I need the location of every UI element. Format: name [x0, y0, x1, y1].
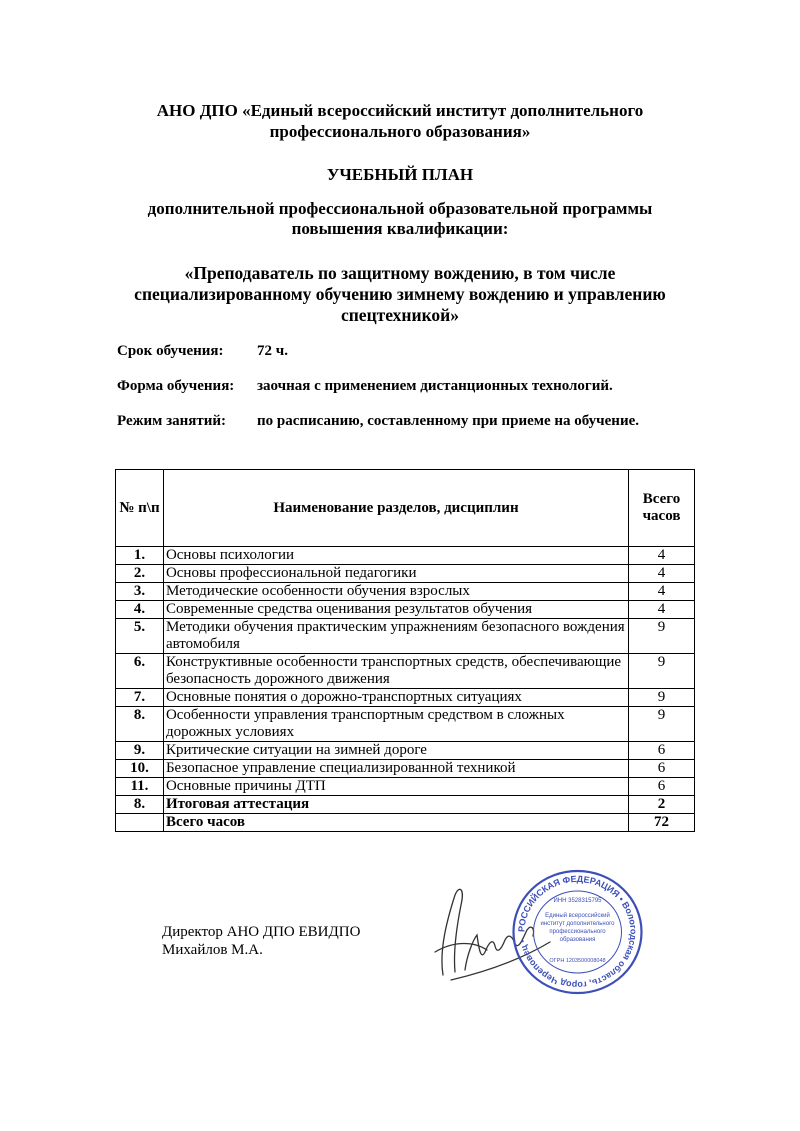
table-row	[116, 654, 695, 689]
row-number: 1.	[116, 547, 164, 565]
meta-duration	[117, 343, 288, 360]
row-number: 8.	[116, 707, 164, 742]
table-header-row	[116, 470, 695, 547]
director-title: Директор АНО ДПО ЕВИДПО	[162, 924, 361, 940]
row-number: 10.	[116, 760, 164, 778]
row-hours: 4	[629, 601, 695, 619]
table-row	[116, 601, 695, 619]
row-hours: 4	[629, 565, 695, 583]
form-label: Форма обучения:	[117, 378, 235, 394]
table-row	[116, 583, 695, 601]
row-name: Особенности управления транспортным средством в сложных дорожных условиях	[163, 707, 628, 742]
stamp-center-line-4: образования	[559, 937, 596, 943]
row-name: Основы психологии	[163, 547, 628, 565]
header-number: № п\п	[116, 470, 164, 547]
curriculum-table	[115, 469, 695, 832]
row-hours: 6	[629, 760, 695, 778]
duration-value: 72 ч.	[257, 343, 288, 359]
mode-value: по расписанию, составленному при приеме на обучение.	[257, 413, 639, 429]
total-hours-row	[116, 814, 695, 832]
table-row	[116, 547, 695, 565]
row-name: Методики обучения практическим упражнениям безопасного вождения автомобиля	[163, 619, 628, 654]
org-line-2: профессионального образования»	[269, 122, 531, 141]
row-number: 2.	[116, 565, 164, 583]
row-name: Основные причины ДТП	[163, 778, 628, 796]
stamp-inn: ИНН 3528315795	[553, 898, 602, 904]
stamp-center-line-1: Единый всероссийский	[545, 913, 610, 919]
row-number: 4.	[116, 601, 164, 619]
row-hours: 9	[629, 689, 695, 707]
stamp-ogrn: ОГРН 1203500008048	[549, 958, 606, 964]
mode-label: Режим занятий:	[117, 413, 227, 429]
row-number: 5.	[116, 619, 164, 654]
row-hours: 6	[629, 778, 695, 796]
course-title	[0, 263, 800, 326]
table-body	[116, 547, 695, 832]
stamp-center-line-2: институт дополнительного	[540, 921, 615, 927]
row-hours: 72	[629, 814, 695, 832]
row-name: Критические ситуации на зимней дороге	[163, 742, 628, 760]
table-row	[116, 707, 695, 742]
row-name: Конструктивные особенности транспортных средств, обеспечивающие безопасность дорожного движения	[163, 654, 628, 689]
row-hours: 6	[629, 742, 695, 760]
program-line-1: дополнительной профессиональной образовательной программы	[147, 199, 653, 218]
course-line-3: спецтехникой»	[340, 305, 460, 325]
row-number: 7.	[116, 689, 164, 707]
org-line-1: АНО ДПО «Единый всероссийский институт дополнительного	[156, 101, 644, 120]
row-name: Современные средства оценивания результатов обучения	[163, 601, 628, 619]
meta-mode	[117, 413, 639, 430]
row-hours: 4	[629, 547, 695, 565]
meta-form	[117, 378, 613, 395]
table-row	[116, 619, 695, 654]
table-row	[116, 689, 695, 707]
stamp-ring-text: РОССИЙСКАЯ ФЕДЕРАЦИЯ • Вологодская область, город Череповец •	[516, 873, 639, 991]
row-hours: 9	[629, 707, 695, 742]
row-name: Методические особенности обучения взрослых	[163, 583, 628, 601]
row-name: Безопасное управление специализированной техникой	[163, 760, 628, 778]
row-number: 6.	[116, 654, 164, 689]
organization-stamp	[510, 867, 645, 997]
row-hours: 2	[629, 796, 695, 814]
duration-label: Срок обучения:	[117, 343, 224, 359]
form-value: заочная с применением дистанционных технологий.	[257, 378, 613, 394]
final-attestation-row	[116, 796, 695, 814]
program-description	[0, 199, 800, 239]
course-line-1: «Преподаватель по защитному вождению, в том числе	[184, 263, 616, 283]
row-name: Основы профессиональной педагогики	[163, 565, 628, 583]
director-block	[162, 923, 360, 959]
header-hours: Всего часов	[629, 470, 695, 547]
header-name: Наименование разделов, дисциплин	[163, 470, 628, 547]
table-row	[116, 778, 695, 796]
program-line-2: повышения квалификации:	[291, 219, 509, 238]
director-name: Михайлов М.А.	[162, 942, 263, 958]
row-number: 8.	[116, 796, 164, 814]
organization-name	[0, 100, 800, 142]
course-line-2: специализированному обучению зимнему вождению и управлению	[134, 284, 666, 304]
row-name: Всего часов	[163, 814, 628, 832]
row-number: 3.	[116, 583, 164, 601]
table-row	[116, 760, 695, 778]
row-hours: 9	[629, 654, 695, 689]
row-hours: 4	[629, 583, 695, 601]
stamp-center-line-3: профессионального	[549, 929, 606, 935]
row-hours: 9	[629, 619, 695, 654]
page-title: УЧЕБНЫЙ ПЛАН	[326, 165, 474, 184]
row-number: 9.	[116, 742, 164, 760]
row-number: 11.	[116, 778, 164, 796]
row-name: Основные понятия о дорожно-транспортных ситуациях	[163, 689, 628, 707]
table-row	[116, 742, 695, 760]
row-number	[116, 814, 164, 832]
row-name: Итоговая аттестация	[163, 796, 628, 814]
table-row	[116, 565, 695, 583]
